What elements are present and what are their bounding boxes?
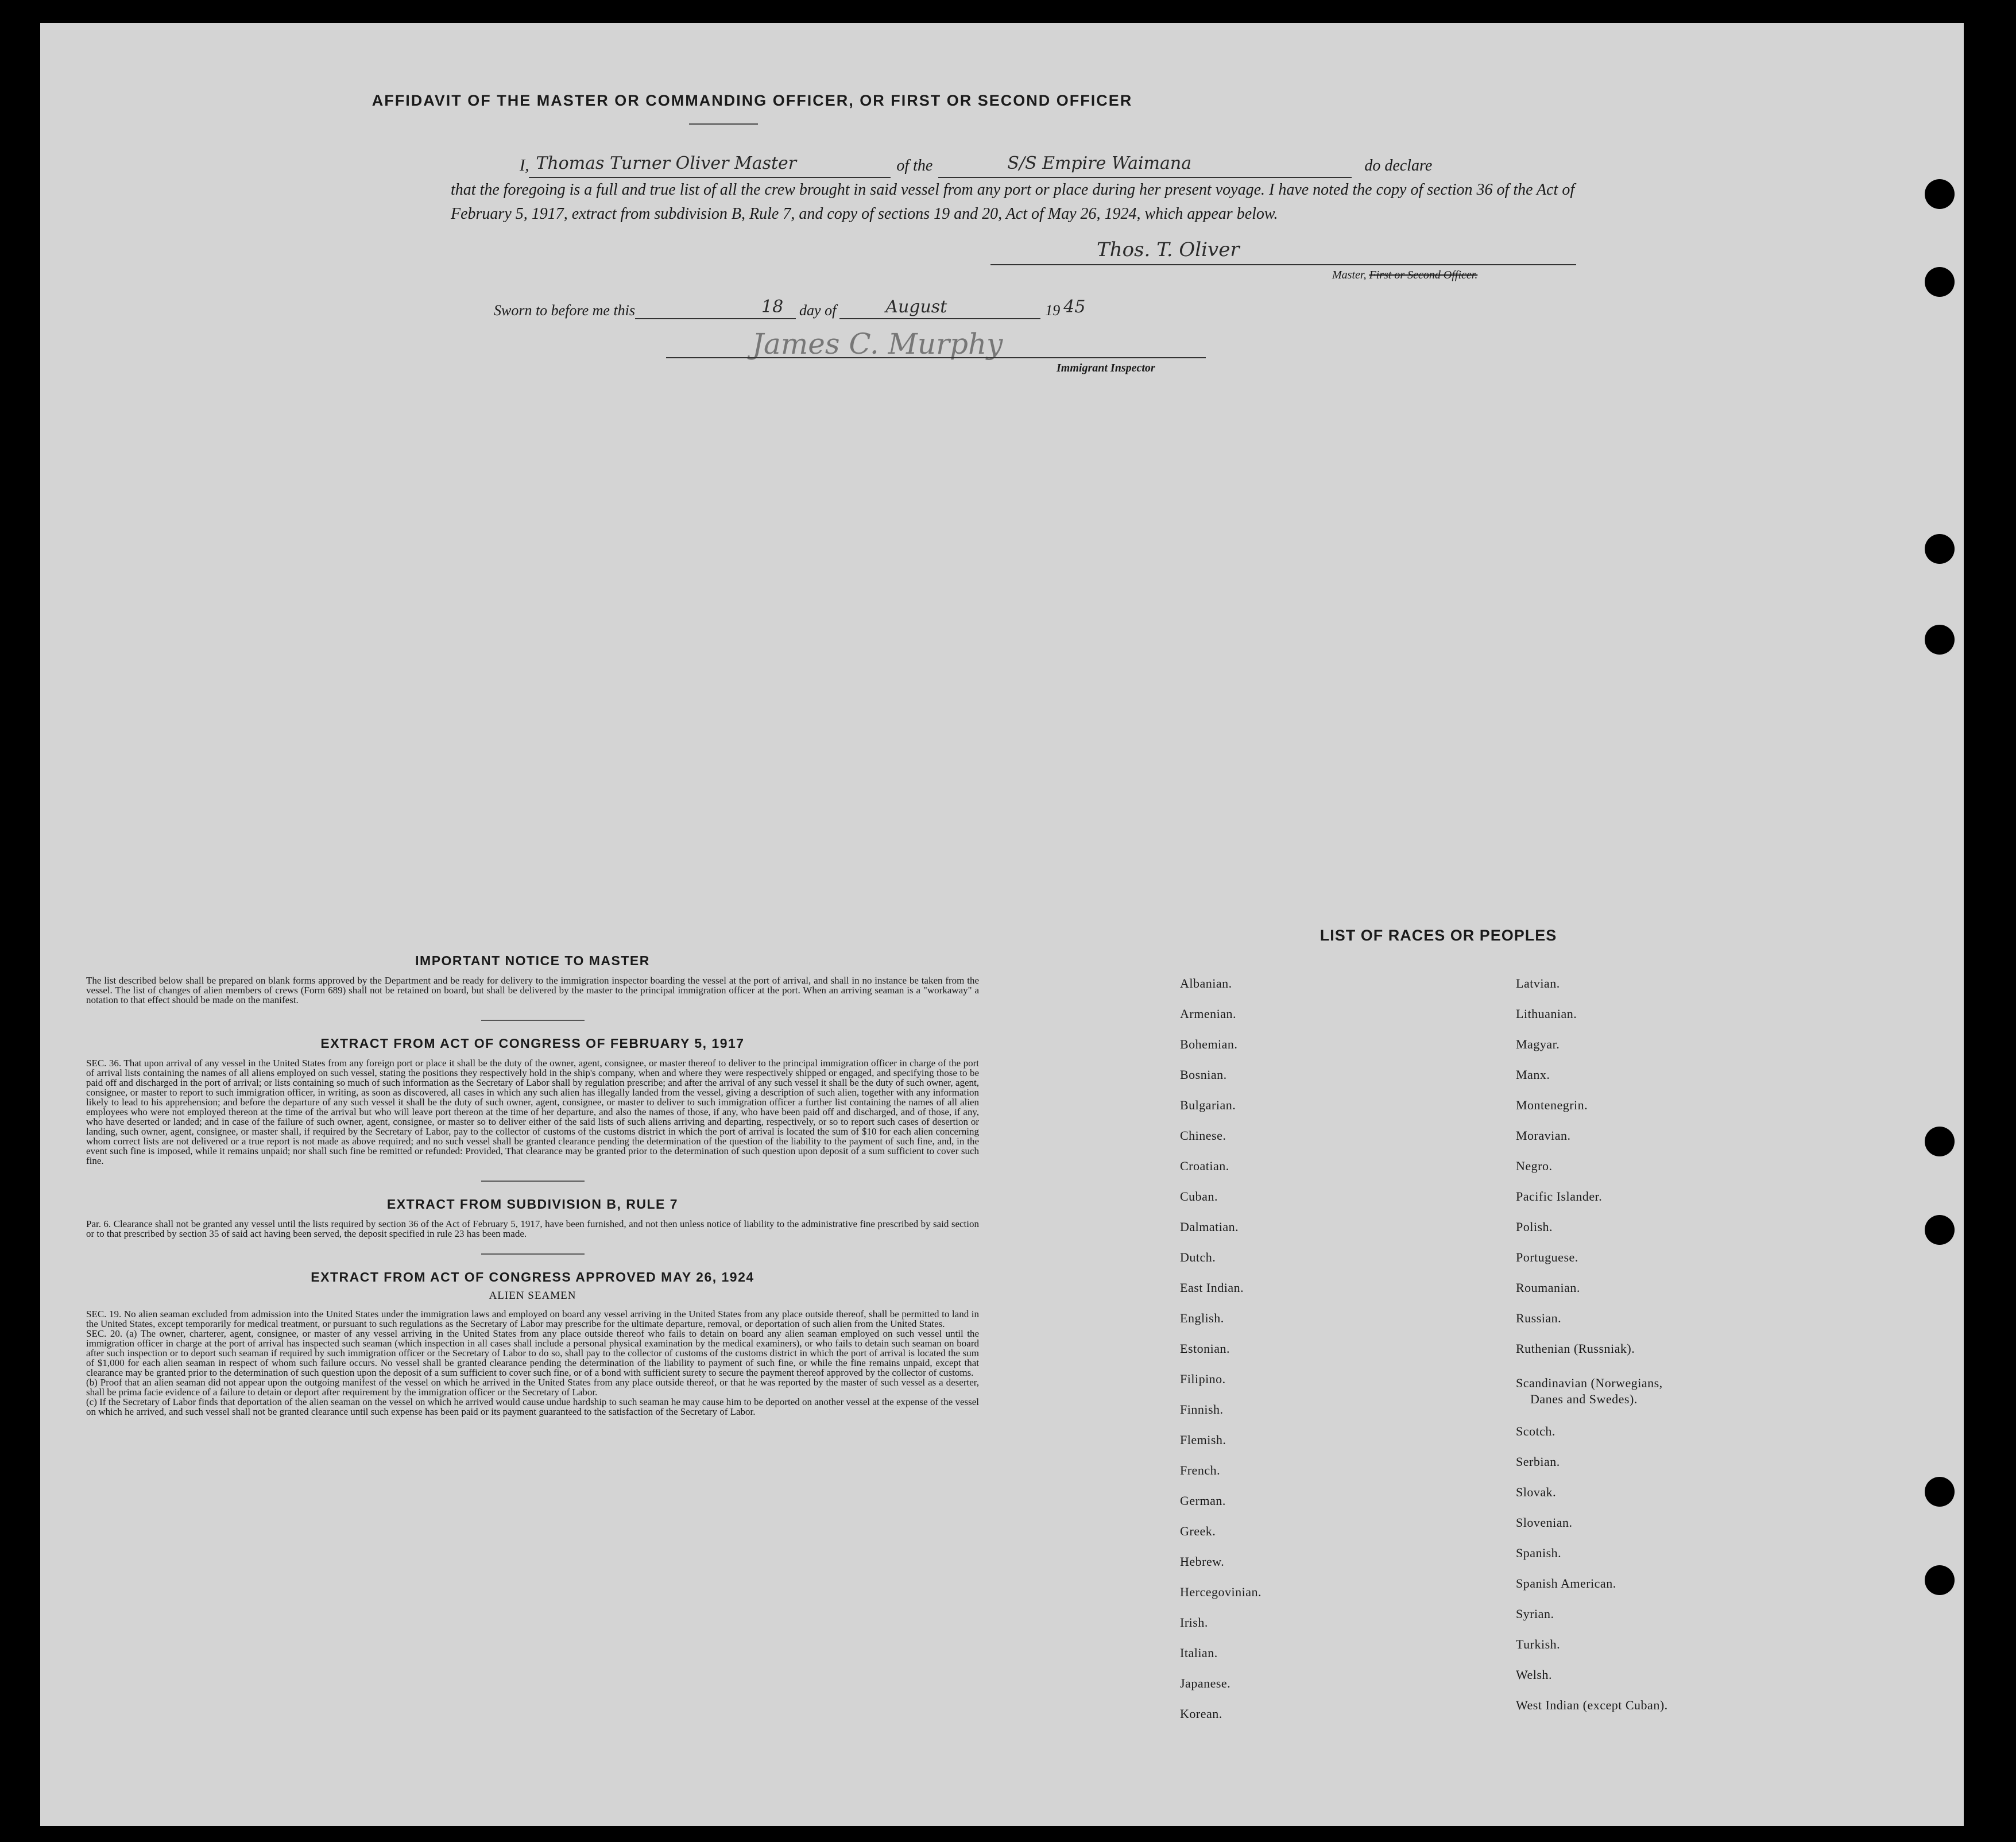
race-item: Roumanian. bbox=[1516, 1280, 1580, 1295]
form-sheet bbox=[40, 23, 1964, 1826]
race-item: Estonian. bbox=[1180, 1341, 1230, 1356]
extract-1917-text: SEC. 36. That upon arrival of any vessel in the United States from any foreign port or place it shall be the duty of the owner, agent, consignee, or master thereof to deliver to the principal immigration officer in charge of the port of arrival lists containing the names of all aliens employed on such vessel, stating the positions they respectively hold in the ship's company, when and where they were respectively shipped or engaged, and specifying those to be paid off and discharged in the port of arrival; or lists containing so much of such information as the Secretary of Labor shall by regulation prescribe; and after the arrival of any such vessel it shall be the duty of such owner, agent, consignee, or master to report to such immigration officer, in writing, as soon as discovered, all cases in which any such alien has illegally landed from the vessel, giving a description of such alien, together with any information likely to lead to his apprehension; and before the departure of any such vessel it shall be the duty of such owner, agent, consignee, or master to deliver to such immigration officer a further list containing the names of all alien employees who were not employed thereon at the time of the arrival but who will leave port thereon at the time of her departure, and also the names of those, if any, who have been paid off and discharged, and of those, if any, who have deserted or landed; and in case of the failure of such owner, agent, consignee, or master so to deliver either of the said lists of such aliens arriving and departing, respectively, or so to report such cases of desertion or landing, such owner, agent, consignee, or master shall, if required by the Secretary of Labor, pay to the collector of customs of the customs district in which the port of arrival is located the sum of $10 for each alien concerning whom correct lists are not delivered or a true report is not made as above required; and no such vessel shall be granted clearance pending the determination of the question of the liability to the payment of such fine, and, in the event such fine is imposed, while it remains unpaid; nor shall such fine be remitted or refunded: Provided, That clearance may be granted prior to the determination of such question upon deposit of a sum sufficient to cover such fine. bbox=[86, 1058, 979, 1166]
divider bbox=[481, 1253, 585, 1255]
race-item: Pacific Islander. bbox=[1516, 1189, 1603, 1204]
punch-hole bbox=[1925, 267, 1955, 297]
affidavit-title: AFFIDAVIT OF THE MASTER OR COMMANDING OFFICER, OR FIRST OR SECOND OFFICER bbox=[372, 92, 1133, 109]
race-item: Ruthenian (Russniak). bbox=[1516, 1341, 1635, 1356]
master-label-struck: First or Second Officer. bbox=[1369, 269, 1478, 281]
day-of-label: day of bbox=[799, 302, 837, 319]
do-declare-label: do declare bbox=[1364, 157, 1433, 175]
race-item: Montenegrin. bbox=[1516, 1098, 1588, 1112]
master-name-field bbox=[529, 153, 891, 178]
title-divider bbox=[689, 123, 758, 125]
extract-1924-title: EXTRACT FROM ACT OF CONGRESS APPROVED MAY 26, 1924 bbox=[311, 1270, 754, 1284]
punch-hole bbox=[1925, 1215, 1955, 1245]
extract-1924-sec20c: (c) If the Secretary of Labor finds that deportation of the alien seaman on the vessel on which he arrived would cause undue hardship to such seaman he may cause him to be deported on another vessel at the expense of the vessel on which he arrived, and such vessel shall not be granted clearance until such expense has been paid or its payment guaranteed to the satisfaction of the Secretary of Labor. bbox=[86, 1396, 979, 1417]
race-item: French. bbox=[1180, 1463, 1221, 1477]
master-signature: Thos. T. Oliver bbox=[1097, 238, 1240, 261]
notice-title: IMPORTANT NOTICE TO MASTER bbox=[415, 953, 650, 968]
race-item: Korean. bbox=[1180, 1706, 1222, 1721]
race-item: Irish. bbox=[1180, 1615, 1208, 1630]
race-item: Chinese. bbox=[1180, 1128, 1226, 1143]
master-signature-line bbox=[990, 264, 1576, 265]
race-item: Croatian. bbox=[1180, 1159, 1229, 1173]
month-field bbox=[839, 297, 1040, 319]
race-item: Italian. bbox=[1180, 1646, 1218, 1660]
punch-hole bbox=[1925, 1127, 1955, 1156]
race-item: Cuban. bbox=[1180, 1189, 1218, 1204]
divider bbox=[481, 1020, 585, 1021]
race-item: Syrian. bbox=[1516, 1607, 1554, 1621]
race-item: Latvian. bbox=[1516, 976, 1560, 990]
extract-1924-sec19: SEC. 19. No alien seaman excluded from admission into the United States under the immigration laws and employed on board any vessel arriving in the United States from any place outside thereof, shall be permitted to land in the United States, except temporarily for medical treatment, or pursuant to such regulations as the Secretary of Labor may prescribe for the ultimate departure, removal, or deportation of such alien from the United States. bbox=[86, 1309, 979, 1329]
race-item: Hercegovinian. bbox=[1180, 1585, 1262, 1599]
punch-hole bbox=[1925, 1565, 1955, 1595]
notice-text: The list described below shall be prepared on blank forms approved by the Department and be ready for delivery to the immigration inspector boarding the vessel at the port of arrival, and shall in no instance be taken from the vessel. The list of changes of alien members of crews (Form 689) shall not be retained on board, but shall be delivered by the master to the principal immigration officer at the port. When an arriving seaman is a "workaway" a notation to that effect should be made on the manifest. bbox=[86, 975, 979, 1005]
inspector-signature: James C. Murphy bbox=[752, 327, 1003, 361]
master-label bbox=[1332, 269, 1477, 282]
race-item: West Indian (except Cuban). bbox=[1516, 1698, 1668, 1712]
divider bbox=[481, 1181, 585, 1182]
race-item: Turkish. bbox=[1516, 1637, 1561, 1651]
race-item: Bulgarian. bbox=[1180, 1098, 1236, 1112]
affidavit-body bbox=[451, 154, 1576, 226]
race-item: Scandinavian (Norwegians, bbox=[1516, 1376, 1663, 1390]
race-item: Russian. bbox=[1516, 1311, 1562, 1325]
punch-hole bbox=[1925, 625, 1955, 655]
race-item: Armenian. bbox=[1180, 1007, 1236, 1021]
extract-1917-title: EXTRACT FROM ACT OF CONGRESS OF FEBRUARY 5, 1917 bbox=[320, 1036, 745, 1051]
race-item: Japanese. bbox=[1180, 1676, 1231, 1690]
month-handwriting: August bbox=[885, 297, 947, 317]
vessel-name-field bbox=[938, 153, 1352, 178]
of-the-label: of the bbox=[896, 157, 933, 175]
race-item: Negro. bbox=[1516, 1159, 1553, 1173]
race-item: Hebrew. bbox=[1180, 1554, 1225, 1569]
race-item: Welsh. bbox=[1516, 1667, 1552, 1682]
race-item: Manx. bbox=[1516, 1067, 1550, 1082]
master-label-prefix: Master, bbox=[1332, 269, 1367, 281]
punch-hole bbox=[1925, 1477, 1955, 1507]
race-item: Danes and Swedes). bbox=[1530, 1392, 1638, 1406]
extract-1924-sec20a: SEC. 20. (a) The owner, charterer, agent, consignee, or master of any vessel arriving in the United States from any place outside thereof who fails to detain on board any alien seaman employed on such vessel until the immigration officer in charge at the port of arrival has inspected such seaman (which inspection in all cases shall include a personal physical examination by the medical examiners), or who fails to detain such seaman on board after such inspection or to deport such seaman if required by such immigration officer or the Secretary of Labor to do so, shall pay to the collector of customs of the customs district in which the port of arrival is located the sum of $1,000 for each alien seaman in respect of whom such failure occurs. No vessel shall be granted clearance pending the determination of the liability to payment of such fine, or while the fine remains unpaid, except that clearance may be granted prior to the determination of such question upon the deposit of a sum sufficient to cover such fine, or of a bond with sufficient surety to secure the payment thereof approved by the collector of customs. bbox=[86, 1328, 979, 1378]
race-item: Filipino. bbox=[1180, 1372, 1226, 1386]
i-label: I, bbox=[520, 157, 529, 175]
race-item: Spanish. bbox=[1516, 1546, 1562, 1560]
race-item: Greek. bbox=[1180, 1524, 1216, 1538]
day-handwriting: 18 bbox=[761, 297, 784, 317]
race-item: Finnish. bbox=[1180, 1402, 1224, 1417]
race-item: Bohemian. bbox=[1180, 1037, 1238, 1051]
race-item: Serbian. bbox=[1516, 1454, 1560, 1469]
race-item: Slovak. bbox=[1516, 1485, 1557, 1499]
race-item: German. bbox=[1180, 1493, 1226, 1508]
race-item: Slovenian. bbox=[1516, 1515, 1573, 1530]
race-item: English. bbox=[1180, 1311, 1224, 1325]
inspector-label: Immigrant Inspector bbox=[1057, 362, 1155, 374]
legal-notices bbox=[86, 953, 979, 1417]
year-handwriting: 45 bbox=[1063, 297, 1086, 317]
race-item: Scotch. bbox=[1516, 1424, 1555, 1438]
inspector-signature-line bbox=[666, 357, 1206, 358]
race-item: East Indian. bbox=[1180, 1280, 1244, 1295]
sworn-label: Sworn to before me this bbox=[494, 302, 636, 319]
race-item: Lithuanian. bbox=[1516, 1007, 1577, 1021]
sworn-line bbox=[494, 297, 1086, 319]
affidavit-statement: that the foregoing is a full and true list of all the crew brought in said vessel from any port or place during her present voyage. I have noted the copy of section 36 of the Act of February 5, 1917, extract from subdivision B, Rule 7, and copy of sections 19 and 20, Act of May 26, 1924, which appear below. bbox=[451, 181, 1575, 223]
extract-1924-subtitle: ALIEN SEAMEN bbox=[489, 1290, 576, 1302]
races-title: LIST OF RACES OR PEOPLES bbox=[1320, 927, 1557, 944]
race-item: Spanish American. bbox=[1516, 1576, 1616, 1591]
race-item: Bosnian. bbox=[1180, 1067, 1227, 1082]
year-prefix: 19 bbox=[1045, 302, 1061, 319]
affidavit-first-line bbox=[451, 154, 1576, 178]
day-field bbox=[635, 297, 796, 319]
race-item: Dutch. bbox=[1180, 1250, 1216, 1264]
race-item: Polish. bbox=[1516, 1220, 1553, 1234]
race-item: Flemish. bbox=[1180, 1433, 1226, 1447]
extract-rule7-title: EXTRACT FROM SUBDIVISION B, RULE 7 bbox=[386, 1197, 679, 1212]
master-name-handwriting: Thomas Turner Oliver Master bbox=[536, 153, 797, 173]
race-item: Magyar. bbox=[1516, 1037, 1560, 1051]
punch-hole bbox=[1925, 179, 1955, 209]
vessel-name-handwriting: S/S Empire Waimana bbox=[1007, 153, 1192, 173]
race-item: Dalmatian. bbox=[1180, 1220, 1239, 1234]
punch-hole bbox=[1925, 534, 1955, 564]
race-item: Albanian. bbox=[1180, 976, 1232, 990]
extract-rule7-text: Par. 6. Clearance shall not be granted any vessel until the lists required by section 36 of the Act of February 5, 1917, have been furnished, and not then unless notice of liability to the administrative fine prescribed by said section or to that prescribed by section 35 of said act having been served, the deposit specified in rule 23 has been made. bbox=[86, 1218, 979, 1239]
race-item: Portuguese. bbox=[1516, 1250, 1578, 1264]
extract-1924-sec20b: (b) Proof that an alien seaman did not appear upon the outgoing manifest of the vessel on which he arrived in the United States from any place outside thereof, or that he was reported by the master of such vessel as a deserter, shall be prima facie evidence of a failure to detain or deport after requirement by the immigration officer or the Secretary of Labor. bbox=[86, 1377, 979, 1398]
race-item: Moravian. bbox=[1516, 1128, 1571, 1143]
